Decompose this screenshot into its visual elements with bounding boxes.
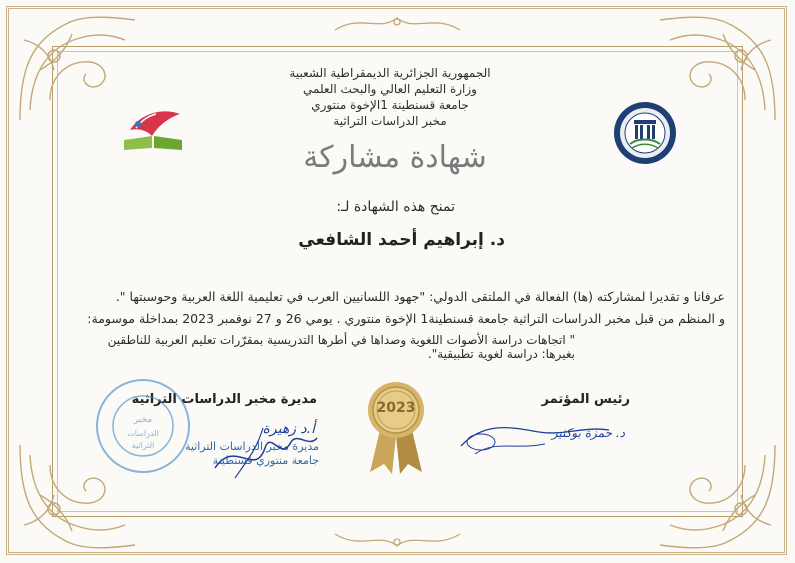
seal-year: 2023	[376, 400, 416, 416]
lab-logo-book-icon	[118, 106, 188, 152]
svg-text:الدراسات: الدراسات	[127, 429, 159, 438]
svg-text:مخبر: مخبر	[133, 415, 153, 425]
left-signature-title: مديرة مخبر الدراسات التراثية	[131, 392, 317, 407]
stamp-icon	[93, 376, 193, 476]
left-stamp-line-1: مديرة مخبر الدراسات التراثية	[184, 440, 319, 453]
university-logo-icon	[612, 100, 678, 166]
gold-seal-icon	[360, 380, 432, 476]
top-flourish-icon	[330, 10, 465, 36]
header-ministry: وزارة التعليم العالي والبحث العلمي	[303, 82, 477, 96]
right-signature-stroke-icon	[455, 410, 615, 462]
header-university: جامعة قسنطينة 1الإخوة منتوري	[311, 98, 469, 112]
body-line-2: و المنظم من قبل مخبر الدراسات التراثية جامعة قسنطينة1 الإخوة منتوري . يومي 26 و 27 نوفمبر 2023 بمداخلة موسومة:	[87, 311, 725, 326]
granted-to-label: تمنح هذه الشهادة لـ:	[336, 199, 455, 215]
right-handwritten-signature: د. حمزة بوكثير	[551, 426, 625, 440]
svg-text:التراثية: التراثية	[131, 441, 155, 450]
certificate-title: شهادة مشاركة	[303, 140, 487, 175]
corner-ornament-icon	[655, 435, 785, 555]
right-signature-title: رئيس المؤتمر	[541, 392, 630, 407]
left-signature-stroke-icon	[205, 418, 325, 484]
header-republic: الجمهورية الجزائرية الديمقراطية الشعبية	[289, 66, 491, 80]
left-handwritten-signature: أ.د زهيرة	[262, 421, 315, 437]
body-line-3: " اتجاهات دراسة الأصوات اللغوية وصداها في أطرها التدريسية بمقرّرات تعليم العربية للناطقين بغيرها: دراسة لغوية تطبيقية".	[107, 333, 575, 361]
left-stamp-line-2: جامعة منتوري قسنطينة	[212, 454, 319, 467]
recipient-name: د. إبراهيم أحمد الشافعي	[298, 230, 505, 250]
bottom-flourish-icon	[330, 528, 465, 554]
body-line-1: عرفانا و تقديرا لمشاركته (ها) الفعالة في الملتقى الدولي: "جهود اللسانيين العرب في تعليمية اللغة العربية وحوسبتها ".	[115, 289, 725, 304]
header-lab: مخبر الدراسات التراثية	[333, 114, 447, 128]
